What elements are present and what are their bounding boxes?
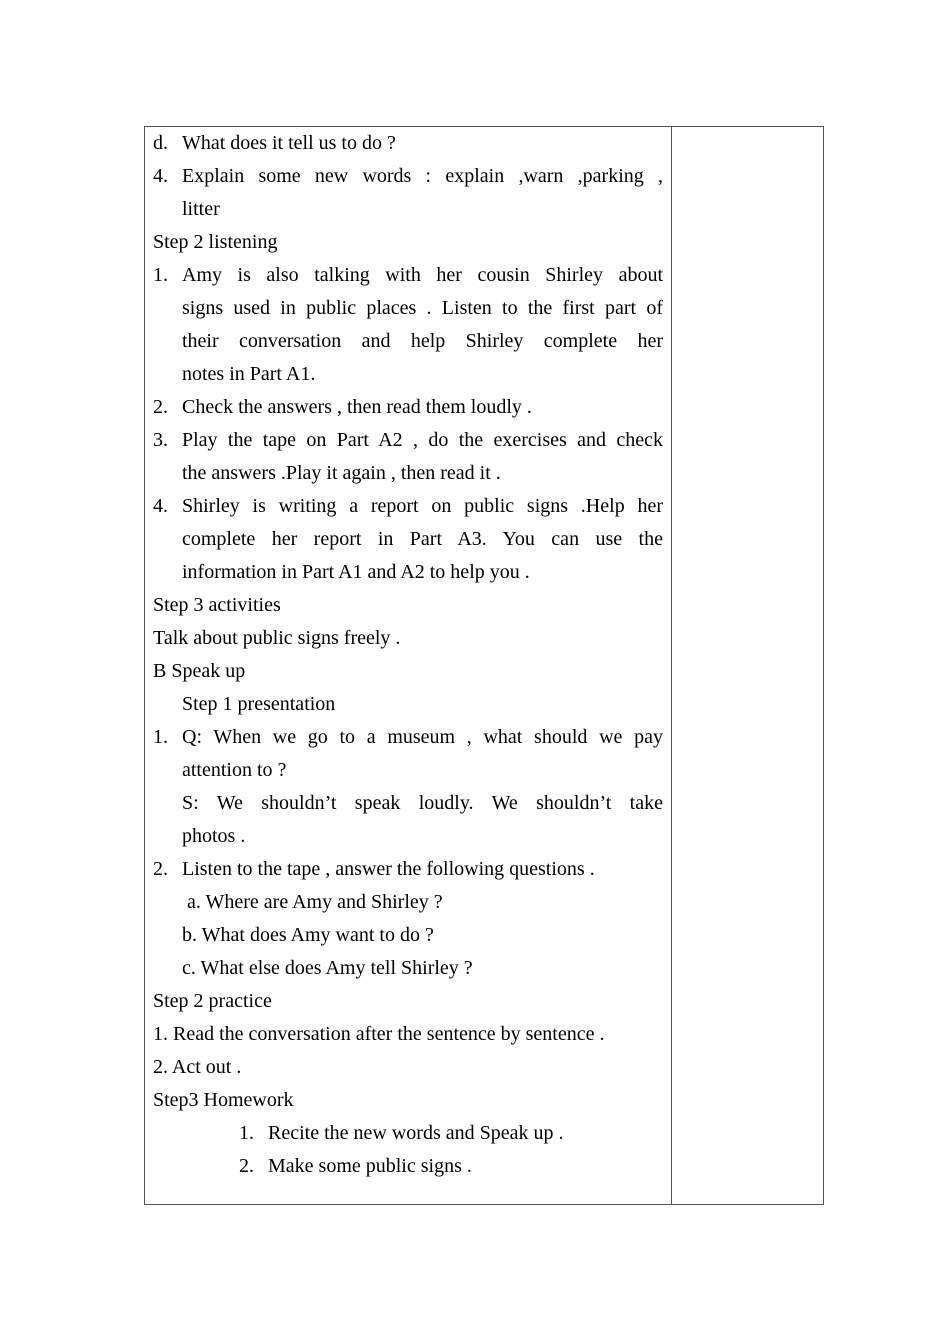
paragraph-line bbox=[153, 1051, 663, 1084]
item-text: Amy is also talking with her cousin Shirley about bbox=[182, 264, 663, 286]
item-text: Play the tape on Part A2 , do the exercises and check bbox=[182, 429, 663, 451]
item-text: their conversation and help Shirley complete her bbox=[182, 330, 663, 352]
item-text: Explain some new words : explain ,warn ,parking , bbox=[182, 165, 663, 187]
step-heading-text: Step 3 activities bbox=[153, 594, 281, 616]
list-item bbox=[153, 490, 663, 523]
lesson-plan-table bbox=[144, 126, 824, 1205]
item-marker: 1. bbox=[153, 726, 168, 748]
item-text: Q: When we go to a museum , what should we pay bbox=[182, 726, 663, 748]
step-heading bbox=[153, 688, 663, 721]
paragraph-text: 1. Read the conversation after the sentence by sentence . bbox=[153, 1023, 605, 1045]
list-item-continuation bbox=[153, 754, 663, 787]
section-heading bbox=[153, 655, 663, 688]
item-text: the answers .Play it again , then read it . bbox=[182, 462, 501, 484]
question-line bbox=[153, 886, 663, 919]
paragraph-text: Talk about public signs freely . bbox=[153, 627, 401, 649]
list-item-continuation bbox=[153, 457, 663, 490]
question-line bbox=[153, 919, 663, 952]
item-text: S: We shouldn’t speak loudly. We shouldn’t take bbox=[182, 792, 663, 814]
item-text: Make some public signs . bbox=[268, 1155, 472, 1177]
step-heading-text: Step 2 practice bbox=[153, 990, 272, 1012]
item-text: Check the answers , then read them loudly . bbox=[182, 396, 532, 418]
step-heading-text: Step 1 presentation bbox=[182, 693, 336, 715]
item-text: attention to ? bbox=[182, 759, 287, 781]
item-marker: 1. bbox=[153, 264, 168, 286]
list-item-continuation bbox=[153, 523, 663, 556]
question-text: b. What does Amy want to do ? bbox=[182, 924, 434, 946]
step-heading bbox=[153, 226, 663, 259]
step-heading bbox=[153, 589, 663, 622]
item-marker: 4. bbox=[153, 165, 168, 187]
step-heading bbox=[153, 985, 663, 1018]
item-marker: 2. bbox=[239, 1155, 254, 1177]
item-text: signs used in public places . Listen to the first part of bbox=[182, 297, 663, 319]
paragraph-text: 2. Act out . bbox=[153, 1056, 242, 1078]
item-marker: 1. bbox=[239, 1122, 254, 1144]
item-marker: d. bbox=[153, 132, 168, 154]
list-item bbox=[153, 424, 663, 457]
list-item bbox=[153, 721, 663, 754]
paragraph-line bbox=[153, 1018, 663, 1051]
list-item-continuation bbox=[153, 325, 663, 358]
list-item bbox=[153, 259, 663, 292]
list-item bbox=[153, 127, 663, 160]
list-item-continuation bbox=[153, 556, 663, 589]
column-divider bbox=[671, 127, 672, 1204]
item-text: photos . bbox=[182, 825, 246, 847]
item-text: complete her report in Part A3. You can use the bbox=[182, 528, 663, 550]
item-marker: 4. bbox=[153, 495, 168, 517]
procedure-cell bbox=[153, 127, 663, 1183]
homework-item bbox=[153, 1150, 663, 1183]
section-heading-text: B Speak up bbox=[153, 660, 246, 682]
step-heading-text: Step 2 listening bbox=[153, 231, 278, 253]
homework-item bbox=[153, 1117, 663, 1150]
paragraph-line bbox=[153, 622, 663, 655]
list-item-continuation bbox=[153, 820, 663, 853]
item-text: Listen to the tape , answer the following questions . bbox=[182, 858, 595, 880]
item-marker: 2. bbox=[153, 858, 168, 880]
list-item-continuation bbox=[153, 292, 663, 325]
item-text: litter bbox=[182, 198, 220, 220]
item-marker: 2. bbox=[153, 396, 168, 418]
item-text: information in Part A1 and A2 to help you . bbox=[182, 561, 530, 583]
question-text: a. Where are Amy and Shirley ? bbox=[187, 891, 443, 913]
question-line bbox=[153, 952, 663, 985]
item-text: notes in Part A1. bbox=[182, 363, 316, 385]
list-item bbox=[153, 391, 663, 424]
item-marker: 3. bbox=[153, 429, 168, 451]
item-text: What does it tell us to do ? bbox=[182, 132, 396, 154]
list-item-continuation bbox=[153, 787, 663, 820]
list-item-continuation bbox=[153, 358, 663, 391]
step-heading bbox=[153, 1084, 663, 1117]
item-text: Recite the new words and Speak up . bbox=[268, 1122, 564, 1144]
step-heading-text: Step3 Homework bbox=[153, 1089, 294, 1111]
list-item bbox=[153, 853, 663, 886]
question-text: c. What else does Amy tell Shirley ? bbox=[182, 957, 473, 979]
item-text: Shirley is writing a report on public signs .Help her bbox=[182, 495, 663, 517]
list-item bbox=[153, 160, 663, 193]
list-item-continuation bbox=[153, 193, 663, 226]
